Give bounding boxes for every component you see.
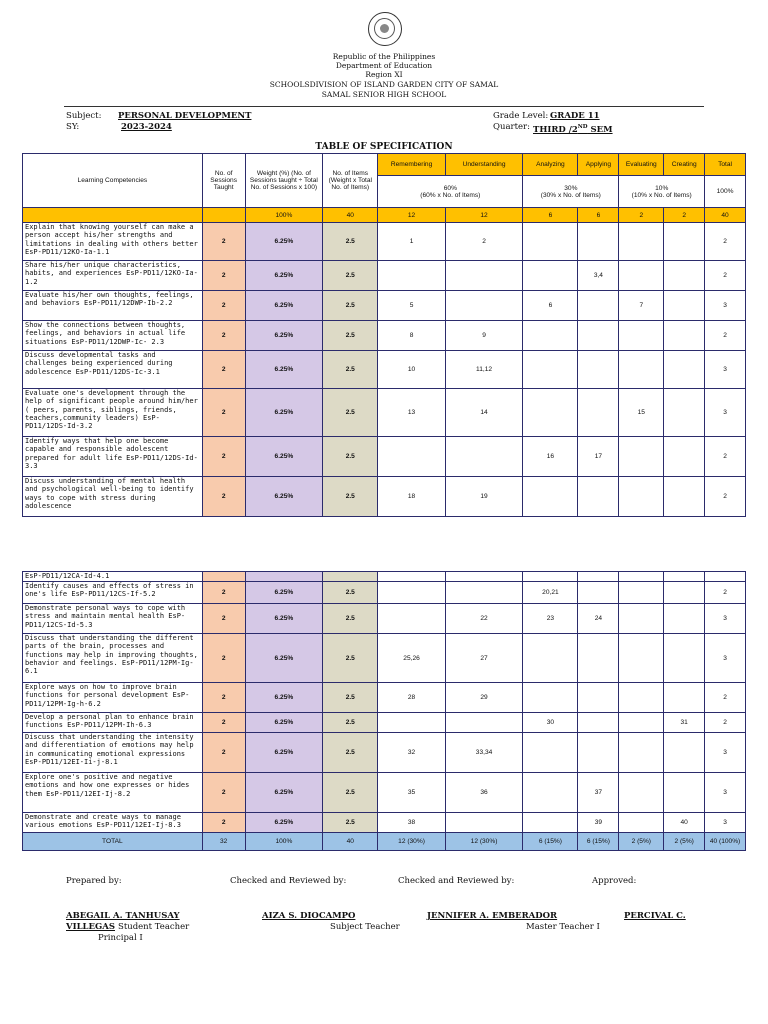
evaluating-cell [619,713,664,733]
items-cell: 2.5 [323,389,378,437]
total-total: 40 (100%) [705,833,746,851]
page-title: TABLE OF SPECIFICATION [315,142,453,152]
evaluating-cell [619,733,664,773]
total-applying: 6 (15%) [578,833,619,851]
continuation-code: EsP-PD11/12CA-Id-4.1 [23,572,203,582]
evaluating-cell [619,813,664,833]
competency-text: Discuss understanding of mental health and psychological well-being to identify ways to cope with stress during adolescence [23,477,203,517]
creating-cell [664,683,705,713]
applying-cell [578,389,619,437]
competency-text: Identify ways that help one become capable and responsible adolescent prepared for adult life EsP-PD11/12DS-Id-3.3 [23,437,203,477]
sessions-cell: 2 [202,773,245,813]
weight-cell: 6.25% [245,604,323,634]
analyzing-cell [523,261,578,291]
remembering-cell [378,713,445,733]
applying-cell [578,321,619,351]
sessions-cell: 2 [202,291,245,321]
remembering-cell: 8 [378,321,445,351]
total-cell: 2 [705,582,746,604]
evaluating-cell [619,773,664,813]
weight-cell: 6.25% [245,261,323,291]
remembering-cell: 13 [378,389,445,437]
sessions-cell: 2 [202,713,245,733]
items-cell: 2.5 [323,634,378,683]
total-label: TOTAL [23,833,203,851]
creating-cell [664,773,705,813]
remembering-cell: 25,26 [378,634,445,683]
evaluating-cell [619,634,664,683]
competency-text: Demonstrate and create ways to manage various emotions EsP-PD11/12EI-Ij-8.3 [23,813,203,833]
creating-cell [664,291,705,321]
total-remembering: 12 (30%) [378,833,445,851]
subheader-high-order: 10% (10% x No. of Items) [619,176,705,208]
cell [202,572,245,582]
subheader-low-order: 60% (60% x No. of Items) [378,176,523,208]
remembering-cell [378,582,445,604]
remembering-cell: 32 [378,733,445,773]
analyzing-cell [523,813,578,833]
analyzing-cell [523,634,578,683]
total-row [23,833,746,851]
weight-cell: 6.25% [245,437,323,477]
understanding-cell: 36 [445,773,523,813]
page-2-rows [23,582,746,833]
creating-cell: 31 [664,713,705,733]
sy-label: SY: [66,122,80,132]
remembering-cell: 28 [378,683,445,713]
page-1-rows [23,223,746,517]
items-cell: 2.5 [323,773,378,813]
cell [578,572,619,582]
competency-text: Discuss developmental tasks and challenges being experienced during adolescence EsP-PD11/12DS-Ic-3.1 [23,351,203,389]
competency-row [23,437,746,477]
total-items: 40 [323,833,378,851]
sessions-cell: 2 [202,733,245,773]
header-line-4: SCHOOLSDIVISION OF ISLAND GARDEN CITY OF SAMAL [269,80,499,89]
header-line-1: Republic of the Philippines [332,52,436,61]
signatory-name-2: AIZA S. DIOCAMPO [262,911,356,921]
total-sessions: 32 [202,833,245,851]
applying-cell: 3,4 [578,261,619,291]
competency-text: Evaluate his/her own thoughts, feelings, and behaviors EsP-PD11/12DWP-Ib-2.2 [23,291,203,321]
understanding-cell: 27 [445,634,523,683]
evaluating-cell [619,604,664,634]
items-cell: 2.5 [323,291,378,321]
summary-creating: 2 [664,208,705,223]
items-cell: 2.5 [323,582,378,604]
analyzing-cell [523,733,578,773]
header-weight: Weight (%) (No. of Sessions taught ÷ Total No. of Sessions x 100) [245,154,323,208]
total-evaluating: 2 (5%) [619,833,664,851]
cell [523,572,578,582]
grade-value: GRADE 11 [550,111,600,121]
header-sessions: No. of Sessions Taught [202,154,245,208]
sessions-cell: 2 [202,261,245,291]
applying-cell [578,223,619,261]
applying-cell: 17 [578,437,619,477]
signatory-name-4b: VILLEGAS [66,922,115,932]
checked-by-label-2: Checked and Reviewed by: [398,876,515,886]
competency-row [23,713,746,733]
competency-row [23,321,746,351]
competency-row [23,773,746,813]
cell [664,572,705,582]
analyzing-cell: 20,21 [523,582,578,604]
sessions-cell: 2 [202,683,245,713]
total-cell: 2 [705,321,746,351]
subheader-mid-order: 30% (30% x No. of Items) [523,176,619,208]
applying-cell [578,713,619,733]
remembering-cell: 10 [378,351,445,389]
creating-cell [664,351,705,389]
subject-value: PERSONAL DEVELOPMENT [118,111,252,121]
cell [445,572,523,582]
weight-cell: 6.25% [245,223,323,261]
applying-cell [578,291,619,321]
summary-total: 40 [705,208,746,223]
cell [378,572,445,582]
competency-row [23,582,746,604]
creating-cell [664,223,705,261]
applying-cell [578,351,619,389]
remembering-cell: 5 [378,291,445,321]
sessions-cell: 2 [202,321,245,351]
analyzing-cell: 16 [523,437,578,477]
creating-cell [664,634,705,683]
subheader-total: 100% [705,176,746,208]
creating-cell [664,261,705,291]
quarter-value: THIRD /2ND SEM [533,124,613,135]
competency-row [23,813,746,833]
total-cell: 2 [705,261,746,291]
competency-text: Discuss that understanding the different parts of the brain, processes and functions may help in improving thoughts, behavior and feelings. EsP-PD11/12PM-Ig-6.1 [23,634,203,683]
items-cell: 2.5 [323,604,378,634]
sessions-cell: 2 [202,813,245,833]
creating-cell [664,477,705,517]
total-cell: 3 [705,291,746,321]
competency-row [23,291,746,321]
prepared-by-label: Prepared by: [66,876,122,886]
weight-cell: 6.25% [245,733,323,773]
competency-row [23,477,746,517]
summary-empty [202,208,245,223]
understanding-cell [445,291,523,321]
understanding-cell: 14 [445,389,523,437]
header-learning-competencies: Learning Competencies [23,154,203,208]
items-cell: 2.5 [323,683,378,713]
competency-text: Demonstrate personal ways to cope with stress and maintain mental health EsP-PD11/12CS-Id-5.3 [23,604,203,634]
header-line-5: SAMAL SENIOR HIGH SCHOOL [321,90,447,99]
evaluating-cell [619,437,664,477]
understanding-cell: 22 [445,604,523,634]
understanding-cell: 29 [445,683,523,713]
understanding-cell: 19 [445,477,523,517]
items-cell: 2.5 [323,733,378,773]
items-cell: 2.5 [323,713,378,733]
weight-cell: 6.25% [245,713,323,733]
competency-row [23,604,746,634]
total-cell: 3 [705,634,746,683]
signatory-role-2: Subject Teacher [330,922,400,932]
weight-cell: 6.25% [245,389,323,437]
header-applying: Applying [578,154,619,176]
sessions-cell: 2 [202,351,245,389]
competency-text: Explore one's positive and negative emotions and how one expresses or hides them EsP-PD11/12EI-Ij-8.2 [23,773,203,813]
sessions-cell: 2 [202,604,245,634]
signatory-role-4: Principal I [98,933,143,943]
signatory-name-3: JENNIFER A. EMBERADOR [427,911,558,921]
header-items: No. of Items (Weight x Total No. of Items) [323,154,378,208]
cell [705,572,746,582]
competency-row [23,223,746,261]
header-creating: Creating [664,154,705,176]
weight-cell: 6.25% [245,634,323,683]
total-understanding: 12 (30%) [445,833,523,851]
items-cell: 2.5 [323,813,378,833]
header-line-3: Region XI [365,70,403,79]
approved-label: Approved: [592,876,637,886]
header-understanding: Understanding [445,154,523,176]
weight-cell: 6.25% [245,683,323,713]
understanding-cell: 11,12 [445,351,523,389]
summary-items: 40 [323,208,378,223]
competency-row [23,634,746,683]
header-analyzing: Analyzing [523,154,578,176]
cell [619,572,664,582]
competency-row [23,683,746,713]
understanding-cell [445,813,523,833]
total-cell: 2 [705,223,746,261]
competency-text: Discuss that understanding the intensity and differentiation of emotions may help in communicating emotional expressions EsP-PD11/12EI-Ii-j-8.1 [23,733,203,773]
creating-cell [664,733,705,773]
items-cell: 2.5 [323,477,378,517]
total-creating: 2 (5%) [664,833,705,851]
summary-understanding: 12 [445,208,523,223]
weight-cell: 6.25% [245,351,323,389]
remembering-cell: 35 [378,773,445,813]
evaluating-cell: 15 [619,389,664,437]
weight-cell: 6.25% [245,291,323,321]
analyzing-cell [523,773,578,813]
evaluating-cell [619,582,664,604]
competency-row [23,389,746,437]
signatory-role-3: Master Teacher I [526,922,600,932]
understanding-cell [445,582,523,604]
applying-cell [578,582,619,604]
weight-cell: 6.25% [245,321,323,351]
applying-cell: 39 [578,813,619,833]
analyzing-cell: 23 [523,604,578,634]
remembering-cell [378,604,445,634]
signatory-name-4a: PERCIVAL C. [624,911,686,921]
summary-remembering: 12 [378,208,445,223]
total-cell: 2 [705,713,746,733]
creating-cell [664,437,705,477]
deped-seal-logo [368,12,402,46]
analyzing-cell [523,223,578,261]
creating-cell [664,321,705,351]
signatory-role-1: Student Teacher [118,922,190,932]
header-remembering: Remembering [378,154,445,176]
analyzing-cell [523,351,578,389]
evaluating-cell [619,261,664,291]
analyzing-cell [523,321,578,351]
summary-analyzing: 6 [523,208,578,223]
sessions-cell: 2 [202,389,245,437]
weight-cell: 6.25% [245,773,323,813]
summary-weight: 100% [245,208,323,223]
items-cell: 2.5 [323,437,378,477]
analyzing-cell [523,683,578,713]
total-weight: 100% [245,833,323,851]
applying-cell: 37 [578,773,619,813]
competency-row [23,733,746,773]
analyzing-cell [523,477,578,517]
total-cell: 3 [705,813,746,833]
weight-cell: 6.25% [245,813,323,833]
spec-table-page-2 [22,571,746,851]
competency-text: Explore ways on how to improve brain functions for personal development EsP-PD11/12PM-Ig-h-6.2 [23,683,203,713]
applying-cell [578,634,619,683]
cell [323,572,378,582]
sessions-cell: 2 [202,582,245,604]
analyzing-cell: 30 [523,713,578,733]
sessions-cell: 2 [202,223,245,261]
applying-cell [578,477,619,517]
remembering-cell: 38 [378,813,445,833]
applying-cell: 24 [578,604,619,634]
analyzing-cell: 6 [523,291,578,321]
remembering-cell [378,437,445,477]
header-divider [64,106,704,107]
weight-cell: 6.25% [245,582,323,604]
competency-row [23,261,746,291]
summary-empty [23,208,203,223]
creating-cell [664,389,705,437]
evaluating-cell: 7 [619,291,664,321]
competency-text: Develop a personal plan to enhance brain functions EsP-PD11/12PM-Ih-6.3 [23,713,203,733]
understanding-cell [445,261,523,291]
competency-text: Evaluate one's development through the help of significant people around him/her ( peers, parents, siblings, friends, teachers,community leaders) EsP-PD11/12DS-Id-3.2 [23,389,203,437]
cell [245,572,323,582]
items-cell: 2.5 [323,261,378,291]
creating-cell: 40 [664,813,705,833]
understanding-cell: 9 [445,321,523,351]
spec-table-page-1 [22,153,746,517]
competency-row [23,351,746,389]
competency-text: Explain that knowing yourself can make a person accept his/her strengths and limitations in dealing with others better EsP-PD11/12KO-Ia-1.1 [23,223,203,261]
total-cell: 3 [705,773,746,813]
evaluating-cell [619,223,664,261]
items-cell: 2.5 [323,321,378,351]
summary-applying: 6 [578,208,619,223]
sessions-cell: 2 [202,477,245,517]
understanding-cell: 2 [445,223,523,261]
remembering-cell: 18 [378,477,445,517]
total-cell: 3 [705,351,746,389]
summary-row [23,208,746,223]
total-cell: 3 [705,733,746,773]
total-cell: 2 [705,683,746,713]
continuation-row [23,572,746,582]
evaluating-cell [619,351,664,389]
quarter-label: Quarter: [493,122,530,132]
understanding-cell: 33,34 [445,733,523,773]
header-evaluating: Evaluating [619,154,664,176]
evaluating-cell [619,477,664,517]
header-line-2: Department of Education [335,61,433,70]
checked-by-label-1: Checked and Reviewed by: [230,876,347,886]
total-cell: 2 [705,437,746,477]
creating-cell [664,604,705,634]
sy-value: 2023-2024 [121,122,172,132]
analyzing-cell [523,389,578,437]
sessions-cell: 2 [202,437,245,477]
items-cell: 2.5 [323,351,378,389]
applying-cell [578,683,619,713]
header-total: Total [705,154,746,176]
total-cell: 3 [705,604,746,634]
total-analyzing: 6 (15%) [523,833,578,851]
evaluating-cell [619,683,664,713]
summary-evaluating: 2 [619,208,664,223]
understanding-cell [445,713,523,733]
creating-cell [664,582,705,604]
competency-text: Show the connections between thoughts, feelings, and behaviors in actual life situations EsP-PD11/12DWP-Ic- 2.3 [23,321,203,351]
total-cell: 3 [705,389,746,437]
remembering-cell [378,261,445,291]
competency-text: Identify causes and effects of stress in one's life EsP-PD11/12CS-If-5.2 [23,582,203,604]
applying-cell [578,733,619,773]
understanding-cell [445,437,523,477]
items-cell: 2.5 [323,223,378,261]
evaluating-cell [619,321,664,351]
remembering-cell: 1 [378,223,445,261]
weight-cell: 6.25% [245,477,323,517]
sessions-cell: 2 [202,634,245,683]
grade-label: Grade Level: [493,111,549,121]
signatory-name-1: ABEGAIL A. TANHUSAY [66,911,180,921]
subject-label: Subject: [66,111,102,121]
competency-text: Share his/her unique characteristics, habits, and experiences EsP-PD11/12KO-Ia-1.2 [23,261,203,291]
total-cell: 2 [705,477,746,517]
